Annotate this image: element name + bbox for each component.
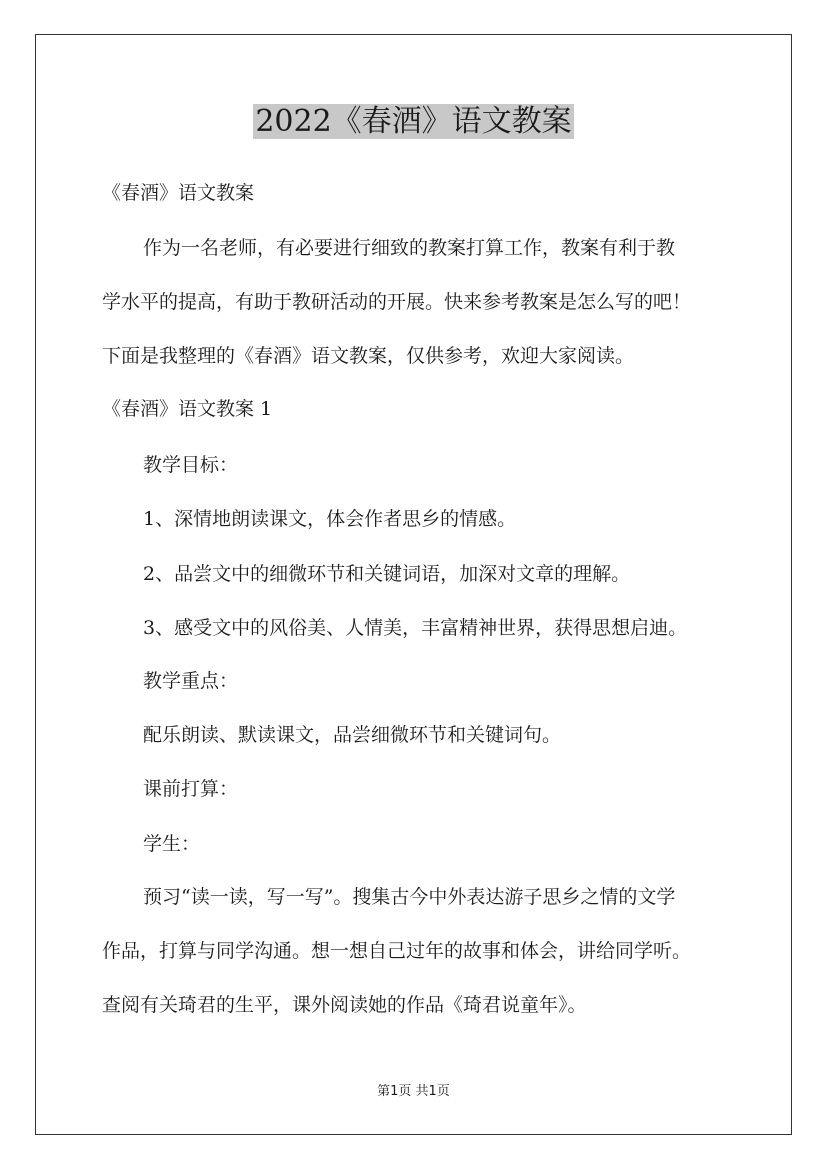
document-title: [0, 100, 827, 144]
subtitle-heading: 《春酒》语文教案: [102, 182, 255, 204]
intro-line-1: 作为一名老师，有必要进行细致的教案打算工作，教案有利于教: [143, 237, 676, 259]
student-heading: 学生：: [143, 833, 201, 855]
intro-line-2: 学水平的提高，有助于教研活动的开展。快来参考教案是怎么写的吧！: [102, 291, 692, 313]
student-line-2: 作品，打算与同学沟通。想一想自己过年的故事和体会，讲给同学听。: [102, 940, 692, 962]
focus-heading: 教学重点：: [143, 670, 239, 692]
page-footer: 第1页 共1页: [377, 1084, 450, 1099]
goal-item-1: 1、深情地朗读课文，体会作者思乡的情感。: [143, 508, 517, 530]
student-line-3: 查阅有关琦君的生平，课外阅读她的作品《琦君说童年》。: [102, 994, 587, 1016]
document-title-text: 2022《春酒》语文教案: [255, 104, 572, 139]
goal-item-2: 2、品尝文中的细微环节和关键词语，加深对文章的理解。: [143, 563, 631, 585]
student-line-1: 预习“读一读，写一写”。搜集古今中外表达游子思乡之情的文学: [143, 886, 676, 908]
intro-line-3: 下面是我整理的《春酒》语文教案，仅供参考，欢迎大家阅读。: [102, 345, 635, 367]
section-heading: 《春酒》语文教案 1: [102, 398, 273, 420]
goal-item-3: 3、感受文中的风俗美、人情美，丰富精神世界，获得思想启迪。: [143, 617, 688, 639]
prep-heading: 课前打算：: [143, 778, 239, 800]
focus-text: 配乐朗读、默读课文，品尝细微环节和关键词句。: [143, 724, 562, 746]
goals-heading: 教学目标：: [143, 454, 239, 476]
